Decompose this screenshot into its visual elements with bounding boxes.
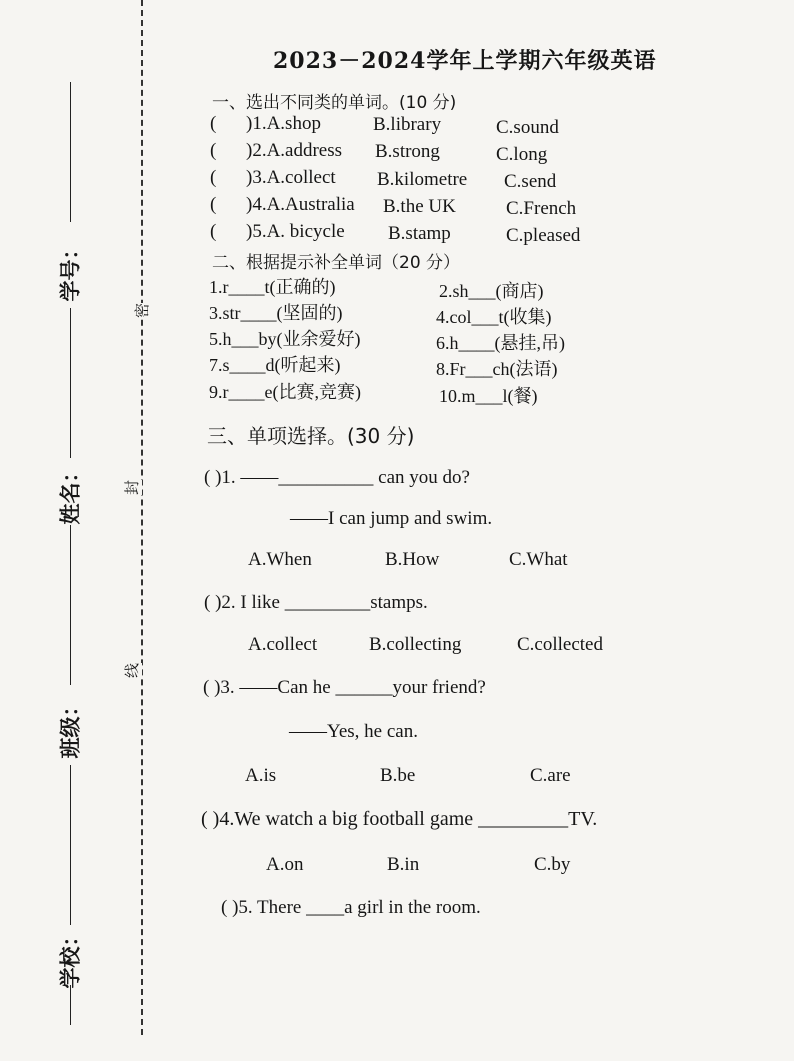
s1-item-5-c: C.pleased (506, 225, 581, 246)
s1-item-2-b: B.strong (375, 141, 440, 162)
section1-heading: 一、选出不同类的单词。(10 分) (212, 93, 457, 113)
page-title: 2023－2024学年上学期六年级英语 (273, 48, 657, 74)
s1-item-5-b: B.stamp (388, 223, 451, 244)
s1-item-2-c: C.long (496, 144, 548, 165)
s2-item-left-4: 7.s____d(听起来) (209, 355, 341, 375)
s1-item-3-paren: ( (210, 167, 217, 188)
s2-item-left-2: 3.str____(坚固的) (209, 303, 343, 323)
q1-option-b: B.How (385, 549, 440, 570)
section3-heading: 三、单项选择。(30 分) (207, 424, 415, 448)
q2-option-c: C.collected (517, 634, 603, 655)
s1-item-4-b: B.the UK (383, 196, 456, 217)
s2-item-right-4: 8.Fr___ch(法语) (436, 359, 558, 379)
q1-stem: ( )1. ——__________ can you do? (204, 467, 470, 488)
q2-stem: ( )2. I like _________stamps. (204, 592, 428, 613)
s2-item-left-3: 5.h___by(业余爱好) (209, 329, 361, 349)
q4-option-a: A.on (266, 854, 304, 875)
q3-reply: ——Yes, he can. (289, 721, 418, 742)
seal-dashed-line (141, 0, 143, 1035)
q1-option-c: C.What (509, 549, 568, 570)
s1-item-4-c: C.French (506, 198, 577, 219)
name-label: 姓名： (58, 461, 83, 525)
s1-item-3-c: C.send (504, 171, 557, 192)
q3-option-c: C.are (530, 765, 571, 786)
s2-item-right-2: 4.col___t(收集) (436, 307, 552, 327)
section2-heading: 二、根据提示补全单词（20 分） (212, 253, 461, 273)
number-line-lower (70, 308, 71, 458)
q4-stem: ( )4.We watch a big football game _________TV. (201, 808, 598, 830)
q3-stem: ( )3. ——Can he ______your friend? (203, 677, 486, 698)
s1-item-2-a: )2.A.address (246, 140, 343, 161)
q4-option-b: B.in (387, 854, 420, 875)
class-label: 班级： (58, 695, 83, 759)
class-line (70, 765, 71, 925)
seal-char-xian: 线 (123, 662, 142, 679)
seal-char-mi: 密 (133, 302, 152, 319)
q5-stem: ( )5. There ____a girl in the room. (221, 897, 481, 918)
s2-item-right-1: 2.sh___(商店) (439, 281, 544, 301)
s1-item-4-paren: ( (210, 194, 217, 215)
seal-char-feng: 封 (123, 479, 142, 496)
school-label: 学校： (58, 925, 83, 989)
s1-item-3-b: B.kilometre (377, 169, 468, 190)
s1-item-5-paren: ( (210, 221, 217, 242)
s1-item-1-paren: ( (210, 113, 217, 134)
q3-option-b: B.be (380, 765, 416, 786)
s2-item-left-1: 1.r____t(正确的) (209, 277, 336, 297)
s1-item-4-a: )4.A.Australia (246, 194, 355, 215)
name-line (70, 525, 71, 685)
q1-reply: ——I can jump and swim. (290, 508, 493, 529)
s1-item-1-a: )1.A.shop (246, 113, 321, 134)
number-line (70, 82, 71, 222)
s1-item-3-a: )3.A.collect (246, 167, 336, 188)
s1-item-5-a: )5.A. bicycle (246, 221, 345, 242)
q2-option-a: A.collect (248, 634, 318, 655)
q1-option-a: A.When (248, 549, 312, 570)
q2-option-b: B.collecting (369, 634, 462, 655)
q3-option-a: A.is (245, 765, 277, 786)
s1-item-1-b: B.library (373, 114, 442, 135)
number-label: 学号： (58, 238, 83, 302)
s2-item-right-5: 10.m___l(餐) (439, 386, 538, 406)
s2-item-right-3: 6.h____(悬挂,吊) (436, 333, 565, 353)
school-line (70, 985, 71, 1025)
s1-item-1-c: C.sound (496, 117, 559, 138)
q4-option-c: C.by (534, 854, 571, 875)
s2-item-left-5: 9.r____e(比赛,竞赛) (209, 382, 361, 402)
s1-item-2-paren: ( (210, 140, 217, 161)
